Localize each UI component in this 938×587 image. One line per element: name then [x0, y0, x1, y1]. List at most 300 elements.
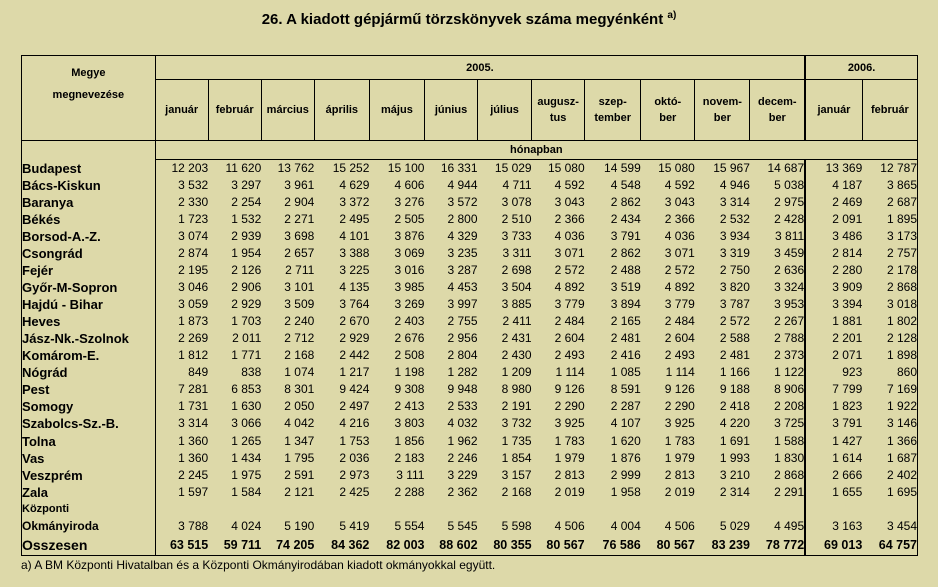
table-cell: 3 388 [339, 246, 370, 261]
table-cell: 5 419 [339, 518, 370, 533]
table-cell: 1 584 [231, 484, 262, 499]
county-name: Jász-Nk.-Szolnok [22, 330, 156, 347]
table-cell: 838 [241, 365, 262, 380]
table-cell: 2 011 [232, 331, 262, 346]
month-header-line: októ- [654, 96, 682, 108]
table-cell: 2 687 [862, 194, 917, 211]
table-cell: 2 862 [610, 195, 641, 210]
month-header-line: június [434, 104, 468, 116]
title-footnote-marker: a) [667, 10, 677, 21]
empty-cell [369, 501, 424, 518]
table-cell: 1 074 [284, 365, 315, 380]
table-cell: 4 042 [284, 416, 315, 431]
table-cell: 2 168 [501, 484, 532, 499]
table-cell: 2 604 [664, 331, 695, 346]
table-cell: 9 948 [447, 382, 478, 397]
month-header-line: január [165, 104, 199, 116]
county-name: Tolna [22, 433, 156, 450]
table-cell: 1 620 [610, 433, 641, 448]
table-cell: 3 111 [396, 467, 425, 482]
empty-cell [641, 501, 695, 518]
table-cell: 3 043 [664, 195, 695, 210]
total-cell: 76 586 [585, 535, 641, 556]
table-row [22, 228, 918, 245]
month-header-line: március [266, 104, 309, 116]
table-cell: 8 301 [284, 382, 315, 397]
empty-cell [695, 501, 750, 518]
table-cell: 4 453 [447, 280, 478, 295]
table-cell: 2 484 [554, 314, 585, 329]
table-cell: 849 [155, 364, 208, 381]
table-cell: 1 347 [284, 433, 315, 448]
table-row [22, 364, 918, 381]
county-name: Heves [22, 313, 156, 330]
table-cell: 2 532 [719, 212, 750, 227]
table-cell: 2 505 [394, 212, 425, 227]
table-cell: 2 676 [394, 331, 425, 346]
table-cell: 3 071 [664, 246, 695, 261]
table-cell: 1 830 [774, 450, 805, 465]
month-header-2005 [478, 80, 532, 141]
table-cell: 4 004 [610, 518, 641, 533]
table-cell: 3 210 [719, 467, 750, 482]
table-cell: 3 486 [805, 228, 862, 245]
table-cell: 1 655 [805, 484, 862, 501]
table-header [22, 56, 918, 160]
empty-cell [805, 501, 862, 518]
table-cell: 2 666 [805, 467, 862, 484]
table-cell: 3 311 [502, 246, 532, 261]
table-cell: 2 800 [447, 212, 478, 227]
table-cell: 2 469 [805, 194, 862, 211]
table-cell: 2 413 [394, 399, 425, 414]
month-header-2005 [585, 80, 641, 141]
table-cell: 2 975 [774, 195, 805, 210]
table-cell: 3 509 [284, 297, 315, 312]
table-cell: 3 324 [774, 280, 805, 295]
total-cell: 84 362 [314, 535, 369, 556]
table-row [22, 415, 918, 432]
total-cell: 78 772 [750, 535, 805, 556]
county-name: Hajdú - Bihar [22, 296, 156, 313]
table-cell: 1 532 [231, 212, 262, 227]
table-cell: 2 291 [774, 484, 805, 499]
table-cell: 4 329 [447, 229, 478, 244]
table-cell: 1 691 [719, 433, 750, 448]
table-cell: 1 954 [231, 246, 262, 261]
total-cell: 82 003 [369, 535, 424, 556]
table-cell: 2 091 [805, 211, 862, 228]
table-cell: 8 591 [610, 382, 641, 397]
month-header-line: január [817, 104, 851, 116]
table-cell: 3 779 [554, 297, 585, 312]
table-cell: 1 217 [339, 365, 370, 380]
table-cell: 3 074 [155, 228, 208, 245]
table-cell: 1 114 [555, 365, 585, 380]
table-cell: 3 876 [394, 229, 425, 244]
table-row [22, 211, 918, 228]
table-cell: 2 572 [554, 263, 585, 278]
empty-cell [750, 501, 805, 518]
total-cell: 80 567 [641, 535, 695, 556]
county-name: Győr-M-Sopron [22, 279, 156, 296]
table-cell: 4 711 [502, 178, 532, 193]
table-cell: 2 271 [284, 212, 315, 227]
table-cell: 15 100 [387, 161, 425, 176]
table-cell: 3 163 [805, 518, 862, 535]
table-cell: 3 235 [447, 246, 478, 261]
month-header-2005 [750, 80, 805, 141]
county-name: Veszprém [22, 467, 156, 484]
table-cell: 4 944 [447, 178, 478, 193]
county-name: Baranya [22, 194, 156, 211]
table-cell: 3 504 [501, 280, 532, 295]
table-cell: 3 372 [339, 195, 370, 210]
table-cell: 1 854 [501, 450, 532, 465]
table-cell: 3 297 [231, 178, 262, 193]
table-cell: 3 909 [805, 279, 862, 296]
table-cell: 3 018 [862, 296, 917, 313]
total-label: Osszesen [22, 535, 156, 556]
table-cell: 2 588 [719, 331, 750, 346]
table-cell: 3 725 [774, 416, 805, 431]
table-cell: 2 670 [339, 314, 370, 329]
empty-cell [314, 501, 369, 518]
month-header-2006 [862, 80, 917, 141]
table-cell: 3 459 [774, 246, 805, 261]
table-cell: 4 220 [719, 416, 750, 431]
table-cell: 1 958 [610, 484, 641, 499]
table-cell: 2 493 [664, 348, 695, 363]
table-cell: 4 024 [231, 518, 262, 533]
table-cell: 2 403 [394, 314, 425, 329]
total-cell: 83 239 [695, 535, 750, 556]
table-cell: 2 750 [719, 263, 750, 278]
table-cell: 3 173 [862, 228, 917, 245]
table-cell: 4 495 [774, 518, 805, 533]
county-name: Komárom-E. [22, 347, 156, 364]
total-cell: 64 757 [862, 535, 917, 556]
table-cell: 3 269 [394, 297, 425, 312]
county-name: Somogy [22, 398, 156, 415]
table-cell: 1 588 [774, 433, 805, 448]
table-cell: 1 975 [231, 467, 262, 482]
empty-cell [585, 501, 641, 518]
table-cell: 2 431 [501, 331, 532, 346]
table-cell: 1 723 [155, 211, 208, 228]
total-cell: 69 013 [805, 535, 862, 556]
table-cell: 1 434 [231, 450, 262, 465]
month-header-line: tus [549, 112, 567, 124]
table-cell: 2 755 [447, 314, 478, 329]
table-cell: 2 019 [664, 484, 695, 499]
table-cell: 923 [805, 364, 862, 381]
table-cell: 2 126 [231, 263, 262, 278]
table-cell: 2 425 [339, 484, 370, 499]
month-header-line: decem- [758, 96, 797, 108]
table-cell: 2 813 [554, 467, 585, 482]
table-cell: 4 107 [610, 416, 641, 431]
table-cell: 1 122 [774, 365, 805, 380]
table-cell: 1 630 [231, 399, 262, 414]
total-cell: 63 515 [155, 535, 208, 556]
table-cell: 7 169 [862, 381, 917, 398]
table-row [22, 194, 918, 211]
table-cell: 4 101 [339, 229, 370, 244]
table-cell: 2 788 [774, 331, 805, 346]
table-cell: 1 703 [231, 314, 262, 329]
table-cell: 3 961 [284, 178, 315, 193]
table-cell: 5 190 [284, 518, 315, 533]
table-cell: 2 493 [554, 348, 585, 363]
table-row [22, 262, 918, 279]
table-row [22, 450, 918, 467]
table-cell: 4 216 [339, 416, 370, 431]
table-cell: 2 366 [664, 212, 695, 227]
county-name: Borsod-A.-Z. [22, 228, 156, 245]
table-cell: 3 519 [610, 280, 641, 295]
table-cell: 3 066 [231, 416, 262, 431]
table-cell: 2 071 [805, 347, 862, 364]
table-cell: 3 787 [719, 297, 750, 312]
table-cell: 2 657 [284, 246, 315, 261]
table-cell: 2 201 [805, 330, 862, 347]
table-row [22, 381, 918, 398]
table-cell: 2 495 [339, 212, 370, 227]
month-header-2005 [314, 80, 369, 141]
table-cell: 2 168 [284, 348, 315, 363]
table-row [22, 279, 918, 296]
empty-cell [532, 501, 585, 518]
table-cell: 3 225 [339, 263, 370, 278]
county-name: Okmányiroda [22, 518, 156, 535]
table-cell: 2 418 [719, 399, 750, 414]
month-header-2005 [261, 80, 314, 141]
table-cell: 2 508 [394, 348, 425, 363]
table-cell: 1 735 [501, 433, 532, 448]
table-cell: 3 764 [339, 297, 370, 312]
table-cell: 3 894 [610, 297, 641, 312]
table-cell: 1 687 [862, 450, 917, 467]
table-cell: 8 980 [501, 382, 532, 397]
table-cell: 3 791 [610, 229, 641, 244]
table-cell: 4 187 [805, 177, 862, 194]
county-name: Központi [22, 501, 156, 518]
table-cell: 2 434 [610, 212, 641, 227]
table-cell: 1 265 [231, 433, 262, 448]
table-row [22, 330, 918, 347]
table-cell: 2 428 [774, 212, 805, 227]
table-cell: 1 873 [155, 313, 208, 330]
table-cell: 3 016 [394, 263, 425, 278]
table-cell: 3 925 [664, 416, 695, 431]
table-cell: 4 592 [554, 178, 585, 193]
table-cell: 2 121 [284, 484, 315, 499]
table-cell: 2 481 [610, 331, 641, 346]
table-cell: 12 787 [862, 160, 917, 178]
table-cell: 3 698 [284, 229, 315, 244]
table-cell: 2 572 [664, 263, 695, 278]
total-cell: 80 567 [532, 535, 585, 556]
table-cell: 4 135 [339, 280, 370, 295]
table-cell: 3 454 [862, 518, 917, 535]
header-unit-row [22, 141, 918, 160]
table-cell: 2 208 [774, 399, 805, 414]
empty-cell [208, 501, 261, 518]
table-title-text: 26. A kiadott gépjármű törzskönyvek száma megyénként [261, 11, 664, 28]
table-cell: 4 036 [664, 229, 695, 244]
table-cell: 1 695 [862, 484, 917, 501]
table-cell: 5 554 [394, 518, 425, 533]
table-cell: 3 953 [774, 297, 805, 312]
table-cell: 2 862 [610, 246, 641, 261]
table-cell: 9 126 [554, 382, 585, 397]
table-cell: 1 979 [554, 450, 585, 465]
table-cell: 3 779 [664, 297, 695, 312]
table-row [22, 398, 918, 415]
table-cell: 2 906 [231, 280, 262, 295]
table-cell: 15 252 [332, 161, 370, 176]
table-cell: 1 085 [610, 365, 641, 380]
table-row [22, 296, 918, 313]
table-cell: 1 360 [155, 433, 208, 450]
table-cell: 3 146 [862, 415, 917, 432]
county-name: Csongrád [22, 245, 156, 262]
table-cell: 5 029 [719, 518, 750, 533]
month-header-line: május [381, 104, 413, 116]
county-name: Pest [22, 381, 156, 398]
table-cell: 3 733 [501, 229, 532, 244]
county-name: Zala [22, 484, 156, 501]
table-cell: 2 814 [805, 245, 862, 262]
table-cell: 3 078 [501, 195, 532, 210]
table-cell: 3 925 [554, 416, 585, 431]
county-name: Bács-Kiskun [22, 177, 156, 194]
table-cell: 4 036 [554, 229, 585, 244]
table-cell: 3 934 [719, 229, 750, 244]
table-cell: 3 865 [862, 177, 917, 194]
table-cell: 2 240 [284, 314, 315, 329]
table-cell: 2 712 [284, 331, 315, 346]
table-cell: 2 269 [155, 330, 208, 347]
county-name: Fejér [22, 262, 156, 279]
table-cell: 2 330 [155, 194, 208, 211]
table-cell: 11 620 [225, 161, 262, 176]
table-cell: 2 591 [284, 467, 315, 482]
table-cell: 1 962 [447, 433, 478, 448]
table-cell: 1 881 [805, 313, 862, 330]
table-cell: 2 497 [339, 399, 370, 414]
table-cell: 2 280 [805, 262, 862, 279]
unit-blank-cell [22, 141, 156, 160]
month-header-2005 [155, 80, 208, 141]
table-cell: 2 288 [394, 484, 425, 499]
table-cell: 1 731 [155, 398, 208, 415]
county-name: Békés [22, 211, 156, 228]
table-cell: 2 246 [447, 450, 478, 465]
table-cell: 1 812 [155, 347, 208, 364]
table-cell: 3 791 [805, 415, 862, 432]
table-cell: 3 046 [155, 279, 208, 296]
month-header-2005 [424, 80, 477, 141]
table-cell: 2 804 [447, 348, 478, 363]
table-cell: 1 856 [394, 433, 425, 448]
table-cell: 1 114 [665, 365, 695, 380]
month-header-line: július [490, 104, 519, 116]
county-name: Budapest [22, 160, 156, 178]
table-cell: 3 069 [394, 246, 425, 261]
statistics-table [21, 55, 918, 556]
table-cell: 16 331 [440, 161, 478, 176]
month-header-2005 [369, 80, 424, 141]
table-cell: 15 080 [547, 161, 585, 176]
table-cell: 1 282 [447, 365, 478, 380]
table-cell: 2 416 [610, 348, 641, 363]
table-cell: 5 545 [447, 518, 478, 533]
table-cell: 1 366 [862, 433, 917, 450]
table-cell: 2 290 [554, 399, 585, 414]
table-cell: 1 898 [862, 347, 917, 364]
table-row [22, 160, 918, 178]
table-cell: 2 868 [774, 467, 805, 482]
table-cell: 3 314 [719, 195, 750, 210]
table-cell: 15 029 [494, 161, 532, 176]
table-cell: 1 360 [155, 450, 208, 467]
table-cell: 1 993 [719, 450, 750, 465]
table-row [22, 245, 918, 262]
table-cell: 6 853 [231, 382, 262, 397]
table-cell: 3 319 [719, 246, 750, 261]
month-header-line: ber [768, 112, 786, 124]
table-cell: 1 895 [862, 211, 917, 228]
table-cell: 2 572 [719, 314, 750, 329]
table-cell: 2 698 [501, 263, 532, 278]
table-cell: 2 287 [610, 399, 641, 414]
table-cell: 2 245 [155, 467, 208, 484]
table-cell: 4 606 [394, 178, 425, 193]
table-cell: 2 128 [862, 330, 917, 347]
empty-cell [424, 501, 477, 518]
table-cell: 2 183 [394, 450, 425, 465]
table-cell: 2 484 [664, 314, 695, 329]
table-cell: 1 823 [805, 398, 862, 415]
table-cell: 2 314 [719, 484, 750, 499]
table-cell: 3 101 [284, 280, 315, 295]
table-cell: 1 783 [554, 433, 585, 448]
table-cell: 1 922 [862, 398, 917, 415]
table-cell: 3 803 [394, 416, 425, 431]
header-year-row [22, 56, 918, 80]
table-cell: 4 548 [610, 178, 641, 193]
table-cell: 2 973 [339, 467, 370, 482]
table-cell: 1 427 [805, 433, 862, 450]
table-cell: 1 753 [339, 433, 370, 448]
table-cell: 1 166 [719, 365, 750, 380]
table-row [22, 347, 918, 364]
table-cell: 2 711 [285, 263, 315, 278]
table-cell: 2 267 [774, 314, 805, 329]
table-cell: 15 080 [658, 161, 695, 176]
table-row [22, 177, 918, 194]
table-row [22, 433, 918, 450]
table-cell: 3 314 [155, 415, 208, 432]
table-cell: 3 532 [155, 177, 208, 194]
month-header-line: február [870, 104, 909, 116]
table-row [22, 518, 918, 535]
table-cell: 9 308 [394, 382, 425, 397]
table-body [22, 160, 918, 556]
table-cell: 3 732 [501, 416, 532, 431]
